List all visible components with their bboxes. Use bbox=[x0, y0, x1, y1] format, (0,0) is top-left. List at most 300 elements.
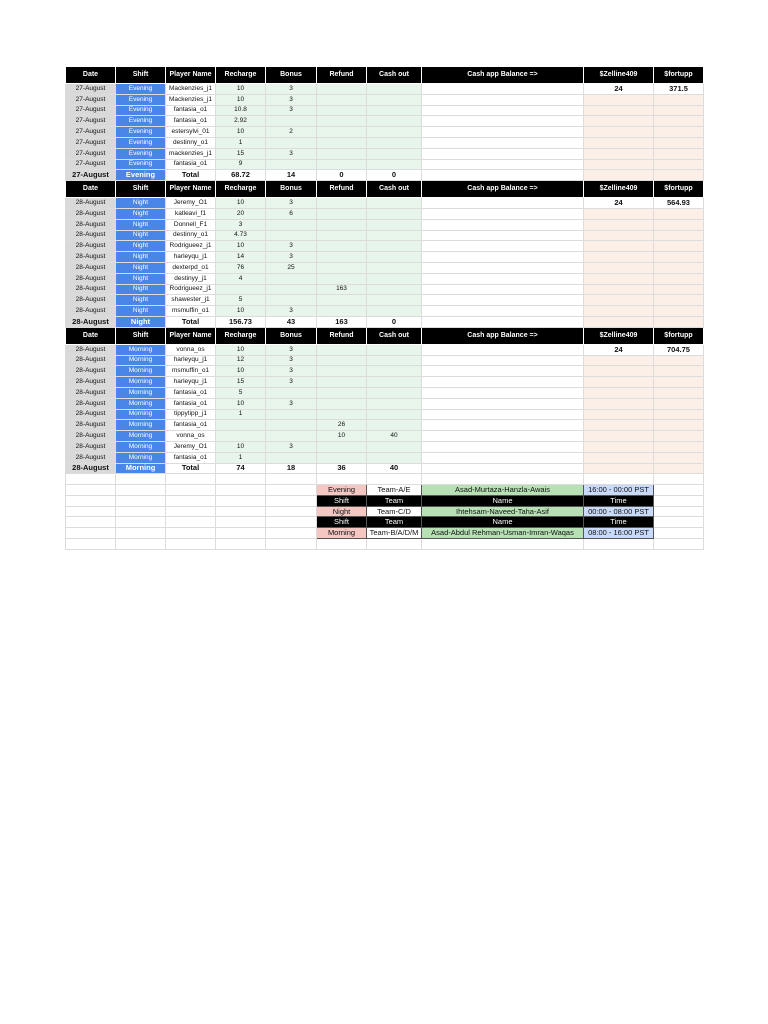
empty-cell[interactable] bbox=[654, 517, 704, 528]
refund-cell[interactable] bbox=[317, 116, 367, 127]
empty-cell[interactable] bbox=[266, 495, 317, 506]
cash-out-cell[interactable] bbox=[367, 377, 422, 388]
legend-time[interactable]: 00:00 - 08:00 PST bbox=[584, 506, 654, 517]
legend-name[interactable]: Name bbox=[422, 517, 584, 528]
balance-cell[interactable] bbox=[422, 284, 584, 295]
zelline409-cell[interactable] bbox=[584, 355, 654, 366]
refund-cell[interactable] bbox=[317, 262, 367, 273]
cash-out-cell[interactable] bbox=[367, 230, 422, 241]
total-recharge[interactable]: 68.72 bbox=[216, 170, 266, 181]
empty-cell[interactable] bbox=[166, 495, 216, 506]
date-cell[interactable]: 27-August bbox=[66, 137, 116, 148]
shift-cell[interactable]: Night bbox=[116, 262, 166, 273]
empty-cell[interactable] bbox=[266, 506, 317, 517]
balance-cell[interactable] bbox=[422, 127, 584, 138]
balance-cell[interactable] bbox=[422, 116, 584, 127]
date-cell[interactable]: 28-August bbox=[66, 355, 116, 366]
balance-cell[interactable] bbox=[422, 463, 584, 474]
fortupp-cell[interactable] bbox=[654, 252, 704, 263]
zelline409-cell[interactable] bbox=[584, 105, 654, 116]
refund-cell[interactable] bbox=[317, 366, 367, 377]
date-cell[interactable]: 28-August bbox=[66, 252, 116, 263]
player-name-cell[interactable]: fantasia_o1 bbox=[166, 387, 216, 398]
refund-cell[interactable] bbox=[317, 94, 367, 105]
zelline409-cell[interactable] bbox=[584, 148, 654, 159]
recharge-cell[interactable] bbox=[216, 431, 266, 442]
legend-name[interactable]: Asad-Murtaza-Hanzla-Awais bbox=[422, 485, 584, 496]
legend-shift[interactable]: Shift bbox=[317, 517, 367, 528]
legend-shift[interactable]: Morning bbox=[317, 528, 367, 539]
cash-out-cell[interactable] bbox=[367, 208, 422, 219]
recharge-cell[interactable]: 9 bbox=[216, 159, 266, 170]
date-cell[interactable]: 27-August bbox=[66, 84, 116, 95]
bonus-cell[interactable]: 3 bbox=[266, 366, 317, 377]
recharge-cell[interactable]: 12 bbox=[216, 355, 266, 366]
empty-cell[interactable] bbox=[584, 539, 654, 550]
recharge-cell[interactable]: 10 bbox=[216, 344, 266, 355]
recharge-cell[interactable]: 10 bbox=[216, 398, 266, 409]
player-name-cell[interactable]: msmuffin_o1 bbox=[166, 306, 216, 317]
empty-cell[interactable] bbox=[116, 474, 166, 485]
empty-cell[interactable] bbox=[116, 517, 166, 528]
empty-cell[interactable] bbox=[422, 539, 584, 550]
total-recharge[interactable]: 156.73 bbox=[216, 316, 266, 327]
balance-cell[interactable] bbox=[422, 170, 584, 181]
date-cell[interactable]: 28-August bbox=[66, 366, 116, 377]
total-refund[interactable]: 0 bbox=[317, 170, 367, 181]
refund-cell[interactable] bbox=[317, 398, 367, 409]
cash-out-cell[interactable] bbox=[367, 262, 422, 273]
cash-out-cell[interactable] bbox=[367, 306, 422, 317]
player-name-cell[interactable]: dexterpd_o1 bbox=[166, 262, 216, 273]
shift-cell[interactable]: Morning bbox=[116, 409, 166, 420]
cash-out-cell[interactable] bbox=[367, 198, 422, 209]
fortupp-cell[interactable] bbox=[654, 306, 704, 317]
player-name-cell[interactable]: harleyqu_j1 bbox=[166, 377, 216, 388]
cash-out-cell[interactable] bbox=[367, 159, 422, 170]
balance-cell[interactable] bbox=[422, 241, 584, 252]
date-cell[interactable]: 28-August bbox=[66, 219, 116, 230]
zelline409-cell[interactable] bbox=[584, 284, 654, 295]
zelline409-cell[interactable] bbox=[584, 441, 654, 452]
player-name-cell[interactable]: destinyy_j1 bbox=[166, 273, 216, 284]
balance-cell[interactable] bbox=[422, 452, 584, 463]
date-cell[interactable]: 28-August bbox=[66, 441, 116, 452]
zelline409-cell[interactable] bbox=[584, 366, 654, 377]
player-name-cell[interactable]: fantasia_o1 bbox=[166, 452, 216, 463]
zelline409-balance[interactable]: 24 bbox=[584, 198, 654, 209]
empty-cell[interactable] bbox=[367, 474, 422, 485]
zelline409-cell[interactable] bbox=[584, 463, 654, 474]
balance-cell[interactable] bbox=[422, 409, 584, 420]
player-name-cell[interactable]: Mackenzies_j1 bbox=[166, 84, 216, 95]
player-name-cell[interactable]: destinny_o1 bbox=[166, 230, 216, 241]
recharge-cell[interactable]: 10 bbox=[216, 366, 266, 377]
empty-cell[interactable] bbox=[166, 539, 216, 550]
recharge-cell[interactable]: 1 bbox=[216, 452, 266, 463]
zelline409-cell[interactable] bbox=[584, 127, 654, 138]
date-cell[interactable]: 28-August bbox=[66, 295, 116, 306]
balance-cell[interactable] bbox=[422, 84, 584, 95]
shift-cell[interactable]: Night bbox=[116, 241, 166, 252]
fortupp-cell[interactable] bbox=[654, 94, 704, 105]
balance-cell[interactable] bbox=[422, 344, 584, 355]
refund-cell[interactable] bbox=[317, 148, 367, 159]
total-refund[interactable]: 36 bbox=[317, 463, 367, 474]
empty-cell[interactable] bbox=[216, 528, 266, 539]
date-cell[interactable]: 28-August bbox=[66, 262, 116, 273]
recharge-cell[interactable]: 10 bbox=[216, 198, 266, 209]
balance-cell[interactable] bbox=[422, 198, 584, 209]
fortupp-cell[interactable] bbox=[654, 431, 704, 442]
total-cash-out[interactable]: 40 bbox=[367, 463, 422, 474]
recharge-cell[interactable]: 3 bbox=[216, 219, 266, 230]
fortupp-cell[interactable] bbox=[654, 137, 704, 148]
player-name-cell[interactable]: fantasia_o1 bbox=[166, 116, 216, 127]
balance-cell[interactable] bbox=[422, 295, 584, 306]
recharge-cell[interactable]: 76 bbox=[216, 262, 266, 273]
shift-cell[interactable]: Night bbox=[116, 284, 166, 295]
refund-cell[interactable] bbox=[317, 208, 367, 219]
refund-cell[interactable] bbox=[317, 273, 367, 284]
legend-name[interactable]: Asad-Abdul Rehman-Usman-Imran-Waqas bbox=[422, 528, 584, 539]
zelline409-cell[interactable] bbox=[584, 409, 654, 420]
shift-cell[interactable]: Morning bbox=[116, 377, 166, 388]
bonus-cell[interactable]: 3 bbox=[266, 306, 317, 317]
fortupp-cell[interactable] bbox=[654, 273, 704, 284]
fortupp-cell[interactable] bbox=[654, 409, 704, 420]
empty-cell[interactable] bbox=[654, 539, 704, 550]
zelline409-cell[interactable] bbox=[584, 159, 654, 170]
player-name-cell[interactable]: Rodrigueez_j1 bbox=[166, 241, 216, 252]
player-name-cell[interactable]: tippytipp_j1 bbox=[166, 409, 216, 420]
date-cell[interactable]: 28-August bbox=[66, 208, 116, 219]
balance-cell[interactable] bbox=[422, 230, 584, 241]
refund-cell[interactable] bbox=[317, 84, 367, 95]
empty-cell[interactable] bbox=[66, 517, 116, 528]
player-name-cell[interactable]: shawester_j1 bbox=[166, 295, 216, 306]
zelline409-cell[interactable] bbox=[584, 94, 654, 105]
empty-cell[interactable] bbox=[216, 474, 266, 485]
cash-out-cell[interactable] bbox=[367, 387, 422, 398]
zelline409-cell[interactable] bbox=[584, 262, 654, 273]
empty-cell[interactable] bbox=[166, 528, 216, 539]
bonus-cell[interactable] bbox=[266, 387, 317, 398]
player-name-cell[interactable]: vonna_os bbox=[166, 344, 216, 355]
fortupp-cell[interactable] bbox=[654, 230, 704, 241]
empty-cell[interactable] bbox=[266, 474, 317, 485]
refund-cell[interactable]: 26 bbox=[317, 420, 367, 431]
bonus-cell[interactable] bbox=[266, 273, 317, 284]
date-cell[interactable]: 28-August bbox=[66, 230, 116, 241]
empty-cell[interactable] bbox=[654, 474, 704, 485]
bonus-cell[interactable]: 3 bbox=[266, 105, 317, 116]
refund-cell[interactable] bbox=[317, 409, 367, 420]
cash-out-cell[interactable] bbox=[367, 94, 422, 105]
date-cell[interactable]: 28-August bbox=[66, 241, 116, 252]
bonus-cell[interactable]: 3 bbox=[266, 148, 317, 159]
fortupp-cell[interactable] bbox=[654, 398, 704, 409]
player-name-cell[interactable]: fantasia_o1 bbox=[166, 398, 216, 409]
empty-cell[interactable] bbox=[266, 539, 317, 550]
balance-cell[interactable] bbox=[422, 262, 584, 273]
empty-cell[interactable] bbox=[66, 485, 116, 496]
bonus-cell[interactable]: 3 bbox=[266, 355, 317, 366]
empty-cell[interactable] bbox=[216, 539, 266, 550]
empty-cell[interactable] bbox=[166, 517, 216, 528]
empty-cell[interactable] bbox=[166, 506, 216, 517]
total-recharge[interactable]: 74 bbox=[216, 463, 266, 474]
cash-out-cell[interactable] bbox=[367, 366, 422, 377]
fortupp-cell[interactable] bbox=[654, 355, 704, 366]
fortupp-cell[interactable] bbox=[654, 262, 704, 273]
empty-cell[interactable] bbox=[266, 485, 317, 496]
cash-out-cell[interactable] bbox=[367, 219, 422, 230]
zelline409-cell[interactable] bbox=[584, 377, 654, 388]
shift-cell[interactable]: Morning bbox=[116, 355, 166, 366]
shift-cell[interactable]: Morning bbox=[116, 398, 166, 409]
date-cell[interactable]: 27-August bbox=[66, 116, 116, 127]
bonus-cell[interactable] bbox=[266, 420, 317, 431]
date-cell[interactable]: 27-August bbox=[66, 105, 116, 116]
bonus-cell[interactable]: 2 bbox=[266, 127, 317, 138]
total-cash-out[interactable]: 0 bbox=[367, 170, 422, 181]
balance-cell[interactable] bbox=[422, 398, 584, 409]
empty-cell[interactable] bbox=[166, 485, 216, 496]
zelline409-cell[interactable] bbox=[584, 398, 654, 409]
player-name-cell[interactable]: harleyqu_j1 bbox=[166, 252, 216, 263]
fortupp-cell[interactable] bbox=[654, 116, 704, 127]
fortupp-cell[interactable] bbox=[654, 241, 704, 252]
empty-cell[interactable] bbox=[66, 474, 116, 485]
recharge-cell[interactable] bbox=[216, 284, 266, 295]
empty-cell[interactable] bbox=[66, 539, 116, 550]
zelline409-cell[interactable] bbox=[584, 431, 654, 442]
shift-cell[interactable]: Night bbox=[116, 198, 166, 209]
bonus-cell[interactable]: 25 bbox=[266, 262, 317, 273]
legend-time[interactable]: 16:00 - 00:00 PST bbox=[584, 485, 654, 496]
empty-cell[interactable] bbox=[654, 528, 704, 539]
player-name-cell[interactable]: harleyqu_j1 bbox=[166, 355, 216, 366]
legend-time[interactable]: 08:00 - 16:00 PST bbox=[584, 528, 654, 539]
legend-shift[interactable]: Evening bbox=[317, 485, 367, 496]
zelline409-cell[interactable] bbox=[584, 273, 654, 284]
cash-out-cell[interactable] bbox=[367, 273, 422, 284]
recharge-cell[interactable]: 1 bbox=[216, 137, 266, 148]
empty-cell[interactable] bbox=[654, 506, 704, 517]
legend-team[interactable]: Team bbox=[367, 517, 422, 528]
zelline409-cell[interactable] bbox=[584, 219, 654, 230]
fortupp-balance[interactable]: 704.75 bbox=[654, 344, 704, 355]
bonus-cell[interactable]: 3 bbox=[266, 252, 317, 263]
bonus-cell[interactable] bbox=[266, 452, 317, 463]
empty-cell[interactable] bbox=[66, 495, 116, 506]
bonus-cell[interactable] bbox=[266, 219, 317, 230]
empty-cell[interactable] bbox=[216, 485, 266, 496]
player-name-cell[interactable]: estersylvi_01 bbox=[166, 127, 216, 138]
balance-cell[interactable] bbox=[422, 441, 584, 452]
cash-out-cell[interactable] bbox=[367, 295, 422, 306]
fortupp-cell[interactable] bbox=[654, 148, 704, 159]
fortupp-cell[interactable] bbox=[654, 219, 704, 230]
refund-cell[interactable] bbox=[317, 252, 367, 263]
empty-cell[interactable] bbox=[66, 528, 116, 539]
recharge-cell[interactable] bbox=[216, 420, 266, 431]
zelline409-cell[interactable] bbox=[584, 230, 654, 241]
empty-cell[interactable] bbox=[216, 517, 266, 528]
bonus-cell[interactable] bbox=[266, 284, 317, 295]
date-cell[interactable]: 27-August bbox=[66, 94, 116, 105]
balance-cell[interactable] bbox=[422, 306, 584, 317]
date-cell[interactable]: 28-August bbox=[66, 273, 116, 284]
zelline409-cell[interactable] bbox=[584, 387, 654, 398]
refund-cell[interactable] bbox=[317, 105, 367, 116]
balance-cell[interactable] bbox=[422, 219, 584, 230]
recharge-cell[interactable]: 10.8 bbox=[216, 105, 266, 116]
cash-out-cell[interactable]: 40 bbox=[367, 431, 422, 442]
empty-cell[interactable] bbox=[116, 495, 166, 506]
player-name-cell[interactable]: msmuffin_o1 bbox=[166, 366, 216, 377]
zelline409-cell[interactable] bbox=[584, 452, 654, 463]
balance-cell[interactable] bbox=[422, 105, 584, 116]
empty-cell[interactable] bbox=[216, 506, 266, 517]
legend-time[interactable]: Time bbox=[584, 495, 654, 506]
balance-cell[interactable] bbox=[422, 159, 584, 170]
empty-cell[interactable] bbox=[66, 506, 116, 517]
refund-cell[interactable]: 10 bbox=[317, 431, 367, 442]
shift-cell[interactable]: Morning bbox=[116, 387, 166, 398]
cash-out-cell[interactable] bbox=[367, 344, 422, 355]
shift-cell[interactable]: Evening bbox=[116, 159, 166, 170]
legend-name[interactable]: Name bbox=[422, 495, 584, 506]
recharge-cell[interactable]: 10 bbox=[216, 127, 266, 138]
shift-cell[interactable]: Morning bbox=[116, 463, 166, 474]
bonus-cell[interactable]: 3 bbox=[266, 198, 317, 209]
cash-out-cell[interactable] bbox=[367, 241, 422, 252]
empty-cell[interactable] bbox=[116, 506, 166, 517]
shift-cell[interactable]: Night bbox=[116, 316, 166, 327]
zelline409-cell[interactable] bbox=[584, 316, 654, 327]
player-name-cell[interactable]: destinny_o1 bbox=[166, 137, 216, 148]
fortupp-cell[interactable] bbox=[654, 366, 704, 377]
shift-cell[interactable]: Night bbox=[116, 306, 166, 317]
fortupp-cell[interactable] bbox=[654, 316, 704, 327]
balance-cell[interactable] bbox=[422, 420, 584, 431]
legend-shift[interactable]: Shift bbox=[317, 495, 367, 506]
bonus-cell[interactable] bbox=[266, 295, 317, 306]
empty-cell[interactable] bbox=[654, 485, 704, 496]
shift-cell[interactable]: Morning bbox=[116, 344, 166, 355]
recharge-cell[interactable]: 10 bbox=[216, 94, 266, 105]
date-cell[interactable]: 28-August bbox=[66, 431, 116, 442]
shift-cell[interactable]: Morning bbox=[116, 420, 166, 431]
cash-out-cell[interactable] bbox=[367, 252, 422, 263]
legend-team[interactable]: Team-A/E bbox=[367, 485, 422, 496]
date-cell[interactable]: 28-August bbox=[66, 198, 116, 209]
date-cell[interactable]: 28-August bbox=[66, 284, 116, 295]
cash-out-cell[interactable] bbox=[367, 452, 422, 463]
shift-cell[interactable]: Evening bbox=[116, 84, 166, 95]
balance-cell[interactable] bbox=[422, 377, 584, 388]
date-cell[interactable]: 27-August bbox=[66, 159, 116, 170]
player-name-cell[interactable]: vonna_os bbox=[166, 431, 216, 442]
empty-cell[interactable] bbox=[116, 485, 166, 496]
bonus-cell[interactable] bbox=[266, 431, 317, 442]
total-cash-out[interactable]: 0 bbox=[367, 316, 422, 327]
shift-cell[interactable]: Morning bbox=[116, 431, 166, 442]
cash-out-cell[interactable] bbox=[367, 137, 422, 148]
balance-cell[interactable] bbox=[422, 355, 584, 366]
bonus-cell[interactable] bbox=[266, 116, 317, 127]
refund-cell[interactable] bbox=[317, 377, 367, 388]
refund-cell[interactable] bbox=[317, 198, 367, 209]
recharge-cell[interactable]: 4 bbox=[216, 273, 266, 284]
recharge-cell[interactable]: 10 bbox=[216, 84, 266, 95]
recharge-cell[interactable]: 5 bbox=[216, 295, 266, 306]
empty-cell[interactable] bbox=[317, 539, 367, 550]
recharge-cell[interactable]: 10 bbox=[216, 241, 266, 252]
fortupp-cell[interactable] bbox=[654, 105, 704, 116]
recharge-cell[interactable]: 2.92 bbox=[216, 116, 266, 127]
empty-cell[interactable] bbox=[367, 539, 422, 550]
legend-team[interactable]: Team-C/D bbox=[367, 506, 422, 517]
fortupp-cell[interactable] bbox=[654, 295, 704, 306]
date-cell[interactable]: 28-August bbox=[66, 377, 116, 388]
shift-cell[interactable]: Morning bbox=[116, 366, 166, 377]
balance-cell[interactable] bbox=[422, 148, 584, 159]
bonus-cell[interactable]: 3 bbox=[266, 94, 317, 105]
empty-cell[interactable] bbox=[584, 474, 654, 485]
player-name-cell[interactable]: mackenzies_j1 bbox=[166, 148, 216, 159]
shift-cell[interactable]: Evening bbox=[116, 94, 166, 105]
fortupp-cell[interactable] bbox=[654, 170, 704, 181]
date-cell[interactable]: 27-August bbox=[66, 127, 116, 138]
shift-cell[interactable]: Evening bbox=[116, 148, 166, 159]
shift-cell[interactable]: Evening bbox=[116, 137, 166, 148]
bonus-cell[interactable]: 3 bbox=[266, 344, 317, 355]
fortupp-cell[interactable] bbox=[654, 208, 704, 219]
balance-cell[interactable] bbox=[422, 387, 584, 398]
shift-cell[interactable]: Night bbox=[116, 219, 166, 230]
legend-name[interactable]: Ihtehsam-Naveed-Taha-Asif bbox=[422, 506, 584, 517]
bonus-cell[interactable] bbox=[266, 230, 317, 241]
empty-cell[interactable] bbox=[422, 474, 584, 485]
bonus-cell[interactable] bbox=[266, 409, 317, 420]
balance-cell[interactable] bbox=[422, 208, 584, 219]
recharge-cell[interactable]: 4.73 bbox=[216, 230, 266, 241]
fortupp-cell[interactable] bbox=[654, 420, 704, 431]
bonus-cell[interactable]: 3 bbox=[266, 398, 317, 409]
player-name-cell[interactable]: Jeremy_O1 bbox=[166, 441, 216, 452]
date-cell[interactable]: 28-August bbox=[66, 306, 116, 317]
cash-out-cell[interactable] bbox=[367, 284, 422, 295]
recharge-cell[interactable]: 20 bbox=[216, 208, 266, 219]
player-name-cell[interactable]: fantasia_o1 bbox=[166, 105, 216, 116]
bonus-cell[interactable]: 3 bbox=[266, 84, 317, 95]
cash-out-cell[interactable] bbox=[367, 409, 422, 420]
empty-cell[interactable] bbox=[116, 528, 166, 539]
legend-team[interactable]: Team bbox=[367, 495, 422, 506]
shift-cell[interactable]: Night bbox=[116, 273, 166, 284]
empty-cell[interactable] bbox=[317, 474, 367, 485]
date-cell[interactable]: 28-August bbox=[66, 463, 116, 474]
refund-cell[interactable] bbox=[317, 355, 367, 366]
balance-cell[interactable] bbox=[422, 137, 584, 148]
total-refund[interactable]: 163 bbox=[317, 316, 367, 327]
legend-team[interactable]: Team-B/A/D/M bbox=[367, 528, 422, 539]
bonus-cell[interactable]: 3 bbox=[266, 441, 317, 452]
player-name-cell[interactable]: katleavi_f1 bbox=[166, 208, 216, 219]
